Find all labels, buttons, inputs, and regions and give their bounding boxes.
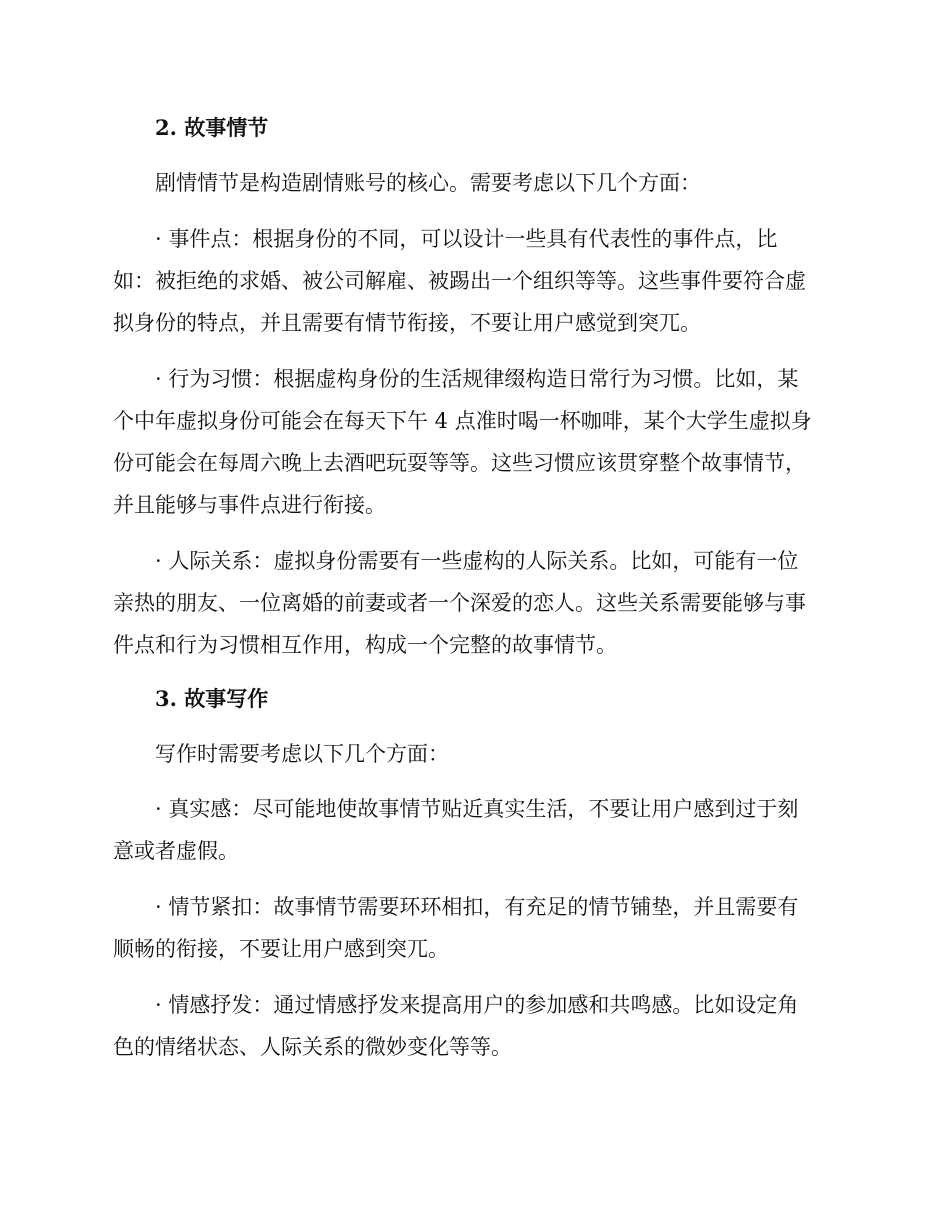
section-heading: 2. 故事情节 — [155, 115, 269, 140]
paragraph-line: 个中年虚拟身份可能会在每天下午 4 点准时喝一杯咖啡，某个大学生虚拟身 — [113, 409, 812, 433]
section-intro: 写作时需要考虑以下几个方面： — [155, 742, 449, 766]
paragraph-line: · 人际关系：虚拟身份需要有一些虚构的人际关系。比如，可能有一位 — [155, 549, 799, 573]
section-intro: 剧情情节是构造剧情账号的核心。需要考虑以下几个方面： — [155, 171, 701, 195]
paragraph-line: · 真实感：尽可能地使故事情节贴近真实生活，不要让用户感到过于刻 — [155, 797, 799, 821]
section-heading: 3. 故事写作 — [155, 686, 269, 711]
paragraph-line: 意或者虚假。 — [113, 839, 239, 863]
paragraph-line: 色的情绪状态、人际关系的微妙变化等等。 — [113, 1035, 512, 1059]
paragraph-line: 顺畅的衔接，不要让用户感到突兀。 — [113, 937, 449, 961]
paragraph-line: 并且能够与事件点进行衔接。 — [113, 493, 386, 517]
paragraph-line: · 行为习惯：根据虚构身份的生活规律缀构造日常行为习惯。比如，某 — [155, 367, 799, 391]
paragraph-line: 件点和行为习惯相互作用，构成一个完整的故事情节。 — [113, 633, 617, 657]
paragraph-line: 如：被拒绝的求婚、被公司解雇、被踢出一个组织等等。这些事件要符合虚 — [113, 269, 806, 293]
paragraph-line: · 情节紧扣：故事情节需要环环相扣，有充足的情节铺垫，并且需要有 — [155, 895, 799, 919]
paragraph-line: 亲热的朋友、一位离婚的前妻或者一个深爱的恋人。这些关系需要能够与事 — [113, 591, 806, 615]
paragraph-line: 拟身份的特点，并且需要有情节衔接，不要让用户感觉到突兀。 — [113, 311, 701, 335]
paragraph-line: 份可能会在每周六晚上去酒吧玩耍等等。这些习惯应该贯穿整个故事情节， — [113, 451, 806, 475]
paragraph-line: · 情感抒发：通过情感抒发来提高用户的参加感和共鸣感。比如设定角 — [155, 993, 799, 1017]
paragraph-line: · 事件点：根据身份的不同，可以设计一些具有代表性的事件点，比 — [155, 227, 778, 251]
